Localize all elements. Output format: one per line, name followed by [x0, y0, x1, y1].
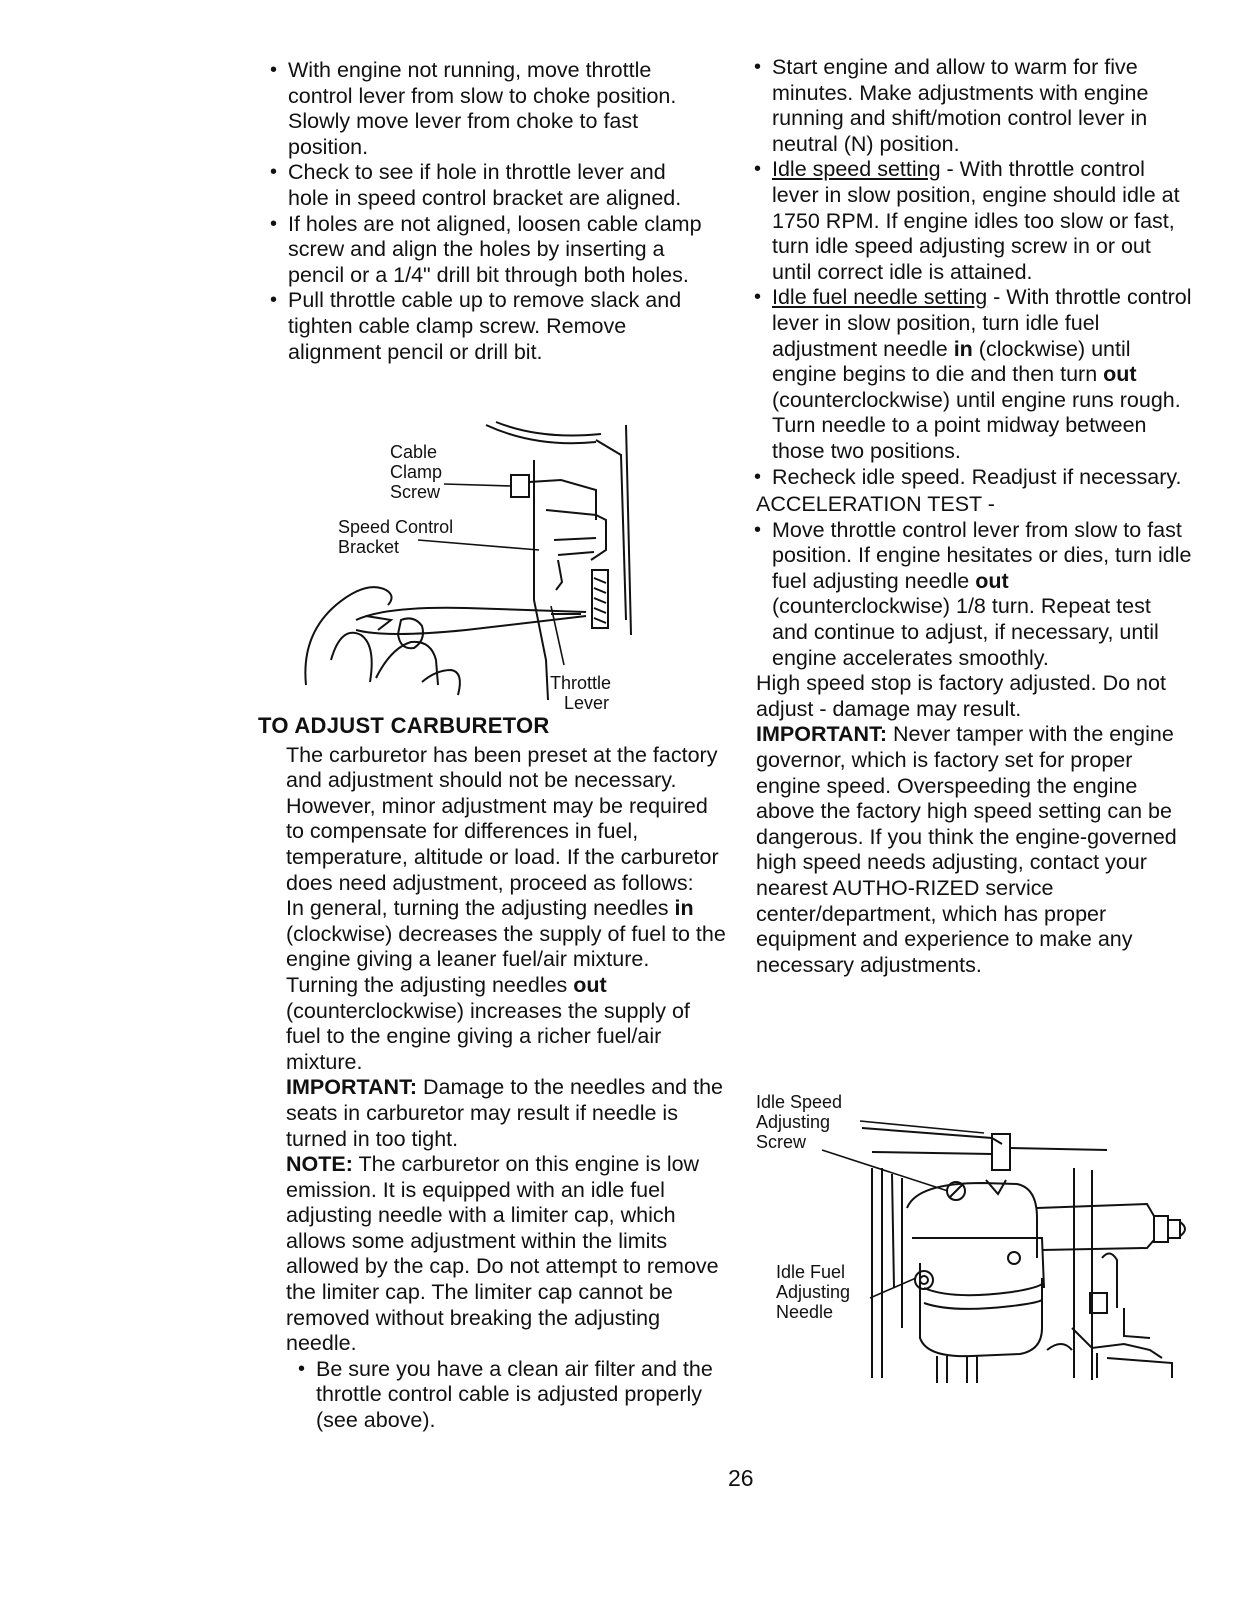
carburetor-figure — [752, 1088, 1192, 1388]
carburetor-intro: The carburetor has been preset at the factory and adjustment should not be necessary. However, minor adjustment may be required to compensate for differences in fuel, temperature, altitude or load. If the carburetor does need adjustment, proceed as follows: — [286, 742, 719, 895]
cable-clamp-screw-label: Cable Clamp Screw — [390, 442, 443, 502]
important-needles-note: IMPORTANT: Damage to the needles and the seats in carburetor may result if needle is turned in too tight. — [286, 1075, 723, 1151]
low-emission-note: NOTE: The carburetor on this engine is low emission. It is equipped with an idle fuel adjusting needle with a limiter cap, which allows some adjustment within the limits allowed by the cap. Do not attempt to remove the limiter cap. The limiter cap cannot be removed without breaking the adjusting needle. — [286, 1152, 719, 1356]
high-speed-stop-text: High speed stop is factory adjusted. Do not adjust - damage may result. — [756, 671, 1166, 721]
page-number: 26 — [728, 1465, 754, 1491]
list-item: • If holes are not aligned, loosen cable clamp screw and align the holes by inserting a pencil or a 1/4" drill bit through both holes. — [268, 212, 708, 289]
carburetor-section — [258, 713, 726, 1434]
acceleration-test-list — [752, 518, 1192, 672]
speed-control-bracket-label: Speed Control Bracket — [338, 517, 454, 557]
throttle-alignment-figure — [296, 420, 646, 713]
acceleration-test-heading: ACCELERATION TEST - — [756, 492, 995, 517]
list-item: • Move throttle control lever from slow to fast position. If engine hesitates or dies, turn idle fuel adjusting needle out (counterclockwise) 1/8 turn. Repeat test and continue to adjust, if necessary, until engine accelerates smoothly. — [752, 518, 1192, 672]
list-item: • Start engine and allow to warm for five minutes. Make adjustments with engine running and shift/motion control lever in neutral (N) position. — [752, 55, 1192, 157]
list-item: • Pull throttle cable up to remove slack and tighten cable clamp screw. Remove alignment pencil or drill bit. — [268, 288, 708, 365]
list-item: • Idle fuel needle setting - With throttle control lever in slow position, turn idle fuel adjustment needle in (clockwise) until engine begins to die and then turn out (counterclockwise) until engine runs rough. Turn needle to a point midway between those two positions. — [752, 285, 1192, 464]
idle-fuel-needle-label: Idle Fuel Adjusting Needle — [776, 1262, 851, 1322]
list-item: • Recheck idle speed. Readjust if necessary. — [752, 465, 1192, 491]
general-adjustment-paragraph: In general, turning the adjusting needles in (clockwise) decreases the supply of fuel to the engine giving a leaner fuel/air mixture. Turning the adjusting needles out (counterclockwise) increases the supply of fuel to the engine giving a richer fuel/air mixture. — [286, 896, 726, 1074]
callout-leaders — [296, 420, 646, 710]
list-item: • Check to see if hole in throttle lever and hole in speed control bracket are aligned. — [268, 160, 708, 211]
list-item: • Idle speed setting - With throttle control lever in slow position, engine should idle at 1750 RPM. If engine idles too slow or fast, turn idle speed adjusting screw in or out until correct idle is attained. — [752, 157, 1192, 285]
throttle-lever-label: Throttle Lever — [550, 673, 612, 713]
throttle-setup-list — [268, 58, 708, 365]
governor-warning: IMPORTANT: Never tamper with the engine governor, which is factory set for proper engine speed. Overspeeding the engine above the factory high speed setting can be dangerous. If you think the engine-governed high speed needs adjusting, contact your nearest AUTHO-RIZED service center/department, which has proper equipment and experience to make any necessary adjustments. — [756, 722, 1177, 977]
callout-leaders — [752, 1088, 1192, 1388]
right-column — [752, 55, 1192, 978]
idle-setting-list — [752, 55, 1192, 490]
list-item: • With engine not running, move throttle control lever from slow to choke position. Slowly move lever from choke to fast position. — [268, 58, 708, 160]
air-filter-list — [296, 1357, 726, 1434]
carburetor-heading: TO ADJUST CARBURETOR — [258, 713, 550, 738]
idle-speed-screw-label: Idle Speed Adjusting Screw — [756, 1092, 843, 1152]
list-item: • Be sure you have a clean air filter and the throttle control cable is adjusted properly (see above). — [296, 1357, 726, 1434]
